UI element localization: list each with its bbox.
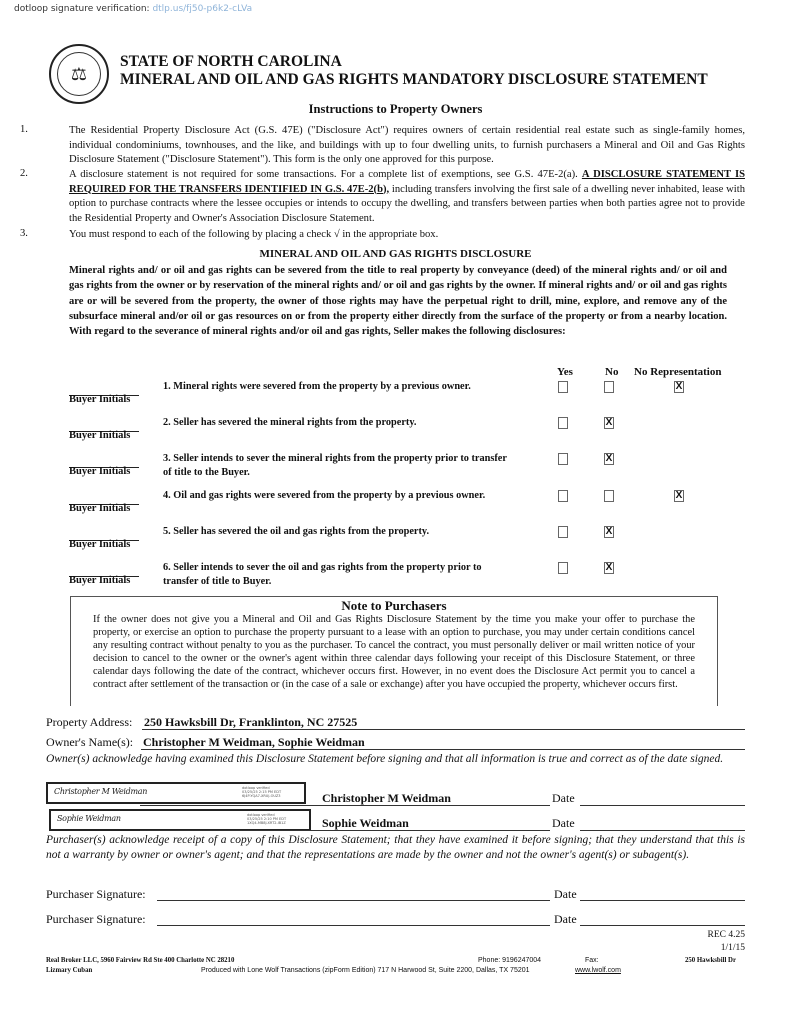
disclosure-heading: MINERAL AND OIL AND GAS RIGHTS DISCLOSURE	[259, 248, 532, 260]
question-row-6	[0, 559, 791, 595]
purchaser-1-signature-label: Purchaser Signature:	[46, 887, 146, 901]
checkbox-yes[interactable]	[558, 381, 568, 393]
checkbox-yes[interactable]	[558, 490, 568, 502]
footer-phone: Phone: 9196247004	[478, 957, 542, 964]
property-address-value[interactable]: 250 Hawksbill Dr, Franklinton, NC 27525	[144, 715, 358, 729]
checkbox-no[interactable]: X	[605, 562, 613, 573]
footer-agent: Lizmary Cuban	[46, 967, 93, 974]
instruction-2-text	[69, 168, 745, 226]
instruction-2-part-c: including transfers involving the first sale of a dwelling never inhabited, lease with option to purchase contracts where the lessee occupies or intends to occupy the dwelling, and transfers between parties when both parties agree not to provide the Residential Property and Owner's Association Disclosure Statement.	[69, 183, 745, 224]
footer-property-ref: 250 Hawksbill Dr	[685, 957, 736, 964]
question-text: 6. Seller intends to sever the oil and gas rights from the property prior to transfer of title to Buyer.	[163, 562, 482, 587]
verification-label: dotloop signature verification:	[14, 4, 150, 14]
dotloop-verified-stamp: dotloop verified 03/25/25 2:10 PM EDT 1XQ4-MB8J-XRT2-IB1Z	[247, 813, 287, 825]
purchaser-1-date-field[interactable]	[580, 900, 745, 901]
buyer-initials-label: Buyer Initials	[69, 503, 131, 514]
footer-website-link[interactable]: www.lwolf.com	[575, 967, 621, 974]
checkbox-no-representation[interactable]: X	[675, 490, 683, 501]
question-text: 3. Seller intends to sever the mineral rights from the property prior to transfer of title to the Buyer.	[163, 453, 507, 478]
owners-name-underline	[141, 749, 745, 750]
buyer-initials-label: Buyer Initials	[69, 466, 131, 477]
buyer-initials-label: Buyer Initials	[69, 430, 131, 441]
question-row-3	[0, 450, 791, 486]
question-row-2	[0, 414, 791, 450]
column-no-representation: No Representation	[634, 366, 722, 378]
question-text: 2. Seller has severed the mineral rights from the property.	[163, 417, 417, 428]
owner-acknowledgement: Owner(s) acknowledge having examined this Disclosure Statement before signing and that all information is true and correct as of the date signed.	[46, 753, 724, 765]
purchaser-2-signature-label: Purchaser Signature:	[46, 912, 146, 926]
checkbox-yes[interactable]	[558, 526, 568, 538]
footer-fax: Fax:	[585, 957, 599, 964]
owner-1-date-label: Date	[552, 791, 575, 805]
instructions-heading: Instructions to Property Owners	[308, 102, 483, 116]
owner-1-date-field[interactable]	[580, 805, 745, 806]
note-to-purchasers-box	[70, 596, 718, 706]
question-text: 5. Seller has severed the oil and gas rights from the property.	[163, 526, 430, 537]
document-title	[120, 53, 708, 89]
checkbox-yes[interactable]	[558, 562, 568, 574]
dotloop-verification	[14, 4, 252, 14]
question-text: 1. Mineral rights were severed from the property by a previous owner.	[163, 381, 471, 392]
signature-script: Sophie Weidman	[57, 814, 121, 823]
buyer-initials-label: Buyer Initials	[69, 539, 131, 550]
verification-link[interactable]: dtlp.us/fj50-p6k2-cLVa	[152, 4, 253, 14]
checkbox-yes[interactable]	[558, 417, 568, 429]
owner-2-date-field[interactable]	[580, 830, 745, 831]
form-code: REC 4.25	[707, 930, 745, 940]
purchaser-1-date-label: Date	[554, 887, 577, 901]
owners-name-label: Owner's Name(s):	[46, 735, 134, 749]
question-row-1	[0, 378, 791, 414]
note-text: If the owner does not give you a Mineral and Oil and Gas Rights Disclosure Statement by the time you make your offer to purchase the property, or exercise an option to purchase the property pursuant to a lease with an option to purchase, you may under certain conditions cancel any resulting contract without penalty to you as the purchaser. To cancel the contract, you must personally deliver or mail written notice of your decision to cancel to the owner or the owner's agent within three calendar days following your receipt of this Disclosure Statement, or three calendar days following the date of the contract, whichever occurs first. However, in no event does the Disclosure Act permit you to cancel a contract after settlement of the transaction or (in the case of a sale or exchange) after you have occupied the property, whichever occurs first.	[93, 614, 695, 690]
checkbox-no[interactable]	[604, 490, 614, 502]
question-text: 4. Oil and gas rights were severed from the property by a previous owner.	[163, 490, 486, 501]
checkbox-yes[interactable]	[558, 453, 568, 465]
property-address-label: Property Address:	[46, 715, 133, 729]
instruction-2-required-notice: A DISCLOSURE STATEMENT IS REQUIRED FOR THE TRANSFERS IDENTIFIED IN G.S. 47E-2(b),	[69, 169, 745, 195]
question-row-4	[0, 487, 791, 523]
footer-produced-by: Produced with Lone Wolf Transactions (zipForm Edition) 717 N Harwood St, Suite 2200, Dallas, TX 75201	[201, 967, 530, 974]
property-address-underline	[142, 729, 745, 730]
owner-signature-1[interactable]	[46, 782, 306, 804]
signature-script: Christopher M Weidman	[54, 787, 148, 796]
checkbox-no[interactable]: X	[605, 526, 613, 537]
seal-figures-icon: ⚖	[70, 64, 88, 84]
instruction-2-number: 2.	[20, 168, 28, 179]
instruction-1-number: 1.	[20, 124, 28, 135]
owner-2-name: Sophie Weidman	[322, 816, 409, 830]
title-state: STATE OF NORTH CAROLINA	[120, 53, 342, 70]
checkbox-no[interactable]: X	[605, 453, 613, 464]
checkbox-no[interactable]: X	[605, 417, 613, 428]
instruction-3-number: 3.	[20, 228, 28, 239]
instruction-1-text: The Residential Property Disclosure Act (G.S. 47E) ("Disclosure Act") requires owners of certain residential real estate such as single-family homes, individual condominiums, townhouses, and the like, and buildings with up to four dwelling units, to furnish purchasers a Mineral and Oil and Gas Rights Disclosure Statement ("Disclosure Statement"). This form is the only one approved for this purpose.	[69, 125, 745, 165]
buyer-initials-label: Buyer Initials	[69, 575, 131, 586]
dotloop-verified-stamp: dotloop verified 03/25/25 2:15 PM EDT 6J4P-YQA7-XRUJ-OUZ3	[242, 786, 282, 798]
instruction-2-part-a: A disclosure statement is not required for some transactions. For a complete list of exemptions, see G.S. 47E-2(a).	[69, 169, 582, 180]
title-form-name: MINERAL AND OIL AND GAS RIGHTS MANDATORY DISCLOSURE STATEMENT	[120, 71, 708, 88]
purchaser-2-date-field[interactable]	[580, 925, 745, 926]
purchaser-2-signature-field[interactable]	[157, 925, 550, 926]
buyer-initials-label: Buyer Initials	[69, 394, 131, 405]
owners-name-value[interactable]: Christopher M Weidman, Sophie Weidman	[143, 735, 365, 749]
owner-1-name: Christopher M Weidman	[322, 791, 451, 805]
disclosure-paragraph: Mineral rights and/ or oil and gas rights can be severed from the title to real property by conveyance (deed) of the mineral rights and/ or oil and gas rights from the owner or by reservation of the mineral rights and/ or oil and gas rights by the owner. If mineral rights and/ or oil and gas rights are or will be severed from the property, the owner of those rights may have the perpetual right to drill, mine, explore, and remove any of the subsurface mineral and/or oil or gas resources on or from the property either directly from the surface of the property or from a nearby location. With regard to the severance of mineral rights and/or oil and gas rights, Seller makes the following disclosures:	[69, 265, 727, 338]
owner-signature-2[interactable]	[49, 809, 311, 831]
footer-broker: Real Broker LLC, 5960 Fairview Rd Ste 400 Charlotte NC 28210	[46, 957, 235, 964]
purchaser-2-date-label: Date	[554, 912, 577, 926]
purchaser-acknowledgement: Purchaser(s) acknowledge receipt of a copy of this Disclosure Statement; that they have examined it before signing; that they understand that this is not a warranty by owner or owner's agent; and that the representations are made by the owner and not the owner's agent(s) or subagent(s).	[46, 834, 745, 861]
note-title: Note to Purchasers	[341, 598, 447, 613]
question-row-5	[0, 523, 791, 559]
checkbox-no-representation[interactable]: X	[675, 381, 683, 392]
form-date: 1/1/15	[720, 943, 745, 953]
column-yes: Yes	[557, 366, 573, 378]
instruction-3-text: You must respond to each of the following by placing a check √ in the appropriate box.	[69, 229, 439, 240]
column-no: No	[605, 366, 619, 378]
nc-seal-icon	[49, 44, 109, 104]
owner-2-date-label: Date	[552, 816, 575, 830]
purchaser-1-signature-field[interactable]	[157, 900, 550, 901]
checkbox-no[interactable]	[604, 381, 614, 393]
